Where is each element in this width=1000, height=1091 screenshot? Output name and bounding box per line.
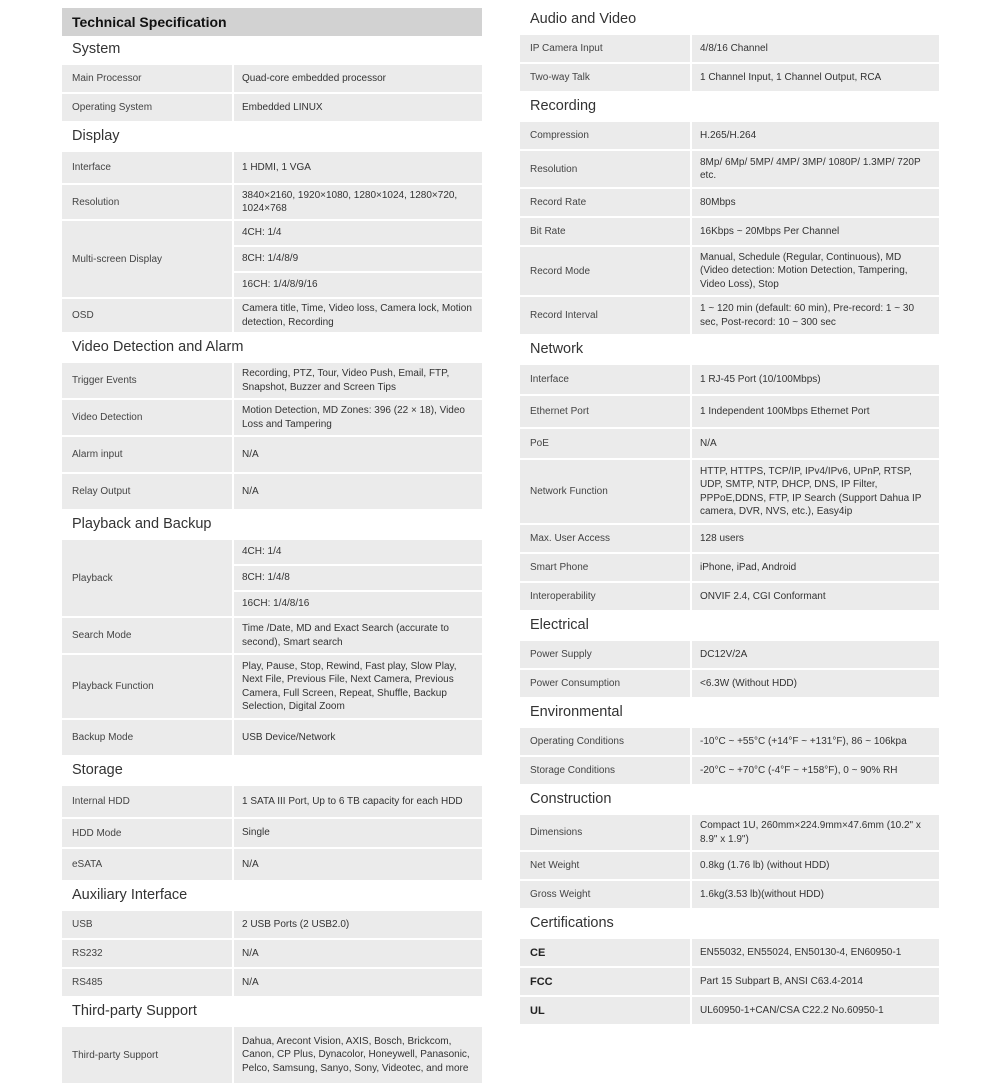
spec-values (234, 786, 482, 817)
spec-values (234, 720, 482, 755)
spec-row (62, 474, 482, 509)
spec-values (692, 997, 939, 1024)
spec-row (62, 969, 482, 996)
spec-label: Playback Function (62, 655, 232, 718)
spec-row (62, 437, 482, 472)
spec-row (62, 1027, 482, 1083)
spec-value: Embedded LINUX (234, 94, 482, 121)
spec-value: 80Mbps (692, 189, 939, 216)
section-recording (520, 93, 939, 334)
spec-values (692, 64, 939, 91)
spec-value: ONVIF 2.4, CGI Conformant (692, 583, 939, 610)
section-audio-and-video (520, 6, 939, 91)
spec-value: Camera title, Time, Video loss, Camera lock, Motion detection, Recording (234, 299, 482, 332)
spec-label: Net Weight (520, 852, 690, 879)
spec-value: 1 HDMI, 1 VGA (234, 152, 482, 183)
spec-values (692, 365, 939, 394)
spec-values (234, 400, 482, 435)
spec-row (62, 786, 482, 817)
spec-value: N/A (234, 474, 482, 509)
spec-row (520, 641, 939, 668)
spec-row (520, 35, 939, 62)
section-auxiliary-interface (62, 882, 482, 996)
spec-label: Storage Conditions (520, 757, 690, 784)
spec-row (520, 460, 939, 523)
spec-label: Resolution (520, 151, 690, 187)
spec-row (520, 297, 939, 334)
section-heading: System (72, 41, 121, 57)
spec-label: Interface (62, 152, 232, 183)
spec-label: Max. User Access (520, 525, 690, 552)
spec-label: Playback (62, 540, 232, 616)
spec-row (520, 583, 939, 610)
spec-row (520, 218, 939, 245)
spec-values (692, 525, 939, 552)
spec-values (692, 35, 939, 62)
spec-row (520, 997, 939, 1024)
spec-label: Gross Weight (520, 881, 690, 908)
right-column (520, 6, 939, 1026)
spec-value: 4/8/16 Channel (692, 35, 939, 62)
spec-value: Part 15 Subpart B, ANSI C63.4-2014 (692, 968, 939, 995)
spec-row (520, 968, 939, 995)
spec-row (62, 655, 482, 718)
spec-value: Manual, Schedule (Regular, Continuous), MD (Video detection: Motion Detection, Tampering, Video Loss), Stop (692, 247, 939, 295)
spec-values (692, 554, 939, 581)
spec-label: Record Interval (520, 297, 690, 334)
section-heading: Environmental (530, 704, 623, 720)
spec-label: HDD Mode (62, 819, 232, 847)
spec-values (692, 151, 939, 187)
spec-value: 1 Independent 100Mbps Ethernet Port (692, 396, 939, 427)
spec-label: RS485 (62, 969, 232, 996)
spec-values (692, 122, 939, 149)
section-heading: Audio and Video (530, 11, 637, 27)
spec-label: FCC (520, 968, 690, 995)
spec-value: 1 SATA III Port, Up to 6 TB capacity for each HDD (234, 786, 482, 817)
section-heading: Recording (530, 98, 597, 114)
spec-row (62, 299, 482, 332)
spec-value: 16Kbps ~ 20Mbps Per Channel (692, 218, 939, 245)
page-title: Technical Specification (62, 8, 482, 36)
spec-values (692, 396, 939, 427)
spec-values (692, 429, 939, 458)
spec-row (62, 185, 482, 219)
spec-values (234, 185, 482, 219)
spec-values (692, 247, 939, 295)
spec-value: N/A (234, 437, 482, 472)
section-video-detection-and-alarm (62, 334, 482, 509)
spec-value: 4CH: 1/4 (234, 221, 482, 245)
spec-row (62, 94, 482, 121)
section-certifications (520, 910, 939, 1024)
spec-values (234, 474, 482, 509)
spec-value: H.265/H.264 (692, 122, 939, 149)
spec-label: Record Rate (520, 189, 690, 216)
spec-values (234, 1027, 482, 1083)
spec-value: Play, Pause, Stop, Rewind, Fast play, Slow Play, Next File, Previous File, Next Camera, Previous Camera, Full Screen, Repeat, Shuffle, Backup Selection, Digital Zoom (234, 655, 482, 718)
left-column (62, 8, 482, 1085)
spec-row (520, 189, 939, 216)
spec-label: Third-party Support (62, 1027, 232, 1083)
spec-row (520, 815, 939, 850)
spec-row (520, 151, 939, 187)
spec-values (692, 968, 939, 995)
spec-value: N/A (234, 969, 482, 996)
spec-values (234, 437, 482, 472)
spec-label: CE (520, 939, 690, 966)
spec-values (692, 189, 939, 216)
spec-row (520, 64, 939, 91)
spec-label: Search Mode (62, 618, 232, 653)
spec-label: PoE (520, 429, 690, 458)
spec-value: Quad-core embedded processor (234, 65, 482, 92)
spec-label: Relay Output (62, 474, 232, 509)
spec-label: UL (520, 997, 690, 1024)
spec-value: 16CH: 1/4/8/16 (234, 592, 482, 616)
section-heading: Network (530, 341, 584, 357)
spec-value: 0.8kg (1.76 lb) (without HDD) (692, 852, 939, 879)
spec-row (62, 618, 482, 653)
spec-row (520, 429, 939, 458)
spec-label: Video Detection (62, 400, 232, 435)
spec-label: Interface (520, 365, 690, 394)
spec-values (234, 618, 482, 653)
spec-values (234, 819, 482, 847)
spec-label: Backup Mode (62, 720, 232, 755)
section-heading: Third-party Support (72, 1003, 197, 1019)
section-electrical (520, 612, 939, 697)
spec-values (692, 218, 939, 245)
spec-value: N/A (234, 940, 482, 967)
section-environmental (520, 699, 939, 784)
spec-value: 3840×2160, 1920×1080, 1280×1024, 1280×720, 1024×768 (234, 185, 482, 219)
spec-label: Resolution (62, 185, 232, 219)
spec-row (62, 65, 482, 92)
section-display (62, 123, 482, 332)
spec-row (62, 221, 482, 297)
spec-label: Main Processor (62, 65, 232, 92)
spec-label: Power Consumption (520, 670, 690, 697)
spec-value: Single (234, 819, 482, 847)
spec-value: Motion Detection, MD Zones: 396 (22 × 18), Video Loss and Tampering (234, 400, 482, 435)
spec-values (692, 670, 939, 697)
spec-value: 1 Channel Input, 1 Channel Output, RCA (692, 64, 939, 91)
spec-value: HTTP, HTTPS, TCP/IP, IPv4/IPv6, UPnP, RTSP, UDP, SMTP, NTP, DHCP, DNS, IP Filter, PPPoE,DDNS, FTP, IP Search (Support Dahua IP camera, DVR, NVS, etc.), Easy4ip (692, 460, 939, 523)
spec-values (692, 728, 939, 755)
spec-label: Dimensions (520, 815, 690, 850)
spec-value: <6.3W (Without HDD) (692, 670, 939, 697)
spec-label: Operating System (62, 94, 232, 121)
section-heading: Construction (530, 791, 612, 807)
spec-row (62, 152, 482, 183)
spec-row (520, 881, 939, 908)
spec-value: Compact 1U, 260mm×224.9mm×47.6mm (10.2" x 8.9" x 1.9") (692, 815, 939, 850)
spec-value: 16CH: 1/4/8/9/16 (234, 273, 482, 297)
spec-values (692, 757, 939, 784)
spec-value: 8CH: 1/4/8 (234, 566, 482, 590)
spec-value: 128 users (692, 525, 939, 552)
spec-values (234, 65, 482, 92)
spec-value: DC12V/2A (692, 641, 939, 668)
spec-value: -10°C ~ +55°C (+14°F ~ +131°F), 86 ~ 106kpa (692, 728, 939, 755)
spec-label: eSATA (62, 849, 232, 880)
section-heading: Video Detection and Alarm (72, 339, 244, 355)
spec-value: UL60950-1+CAN/CSA C22.2 No.60950-1 (692, 997, 939, 1024)
spec-values (234, 299, 482, 332)
spec-values (234, 363, 482, 398)
spec-values (234, 849, 482, 880)
spec-values (692, 815, 939, 850)
spec-row (520, 554, 939, 581)
spec-values (692, 583, 939, 610)
spec-value: 8Mp/ 6Mp/ 5MP/ 4MP/ 3MP/ 1080P/ 1.3MP/ 720P etc. (692, 151, 939, 187)
spec-label: Network Function (520, 460, 690, 523)
spec-row (62, 819, 482, 847)
spec-label: Alarm input (62, 437, 232, 472)
spec-label: USB (62, 911, 232, 938)
spec-label: Multi-screen Display (62, 221, 232, 297)
spec-label: Compression (520, 122, 690, 149)
spec-label: OSD (62, 299, 232, 332)
section-heading: Electrical (530, 617, 589, 633)
spec-row (520, 852, 939, 879)
spec-label: Bit Rate (520, 218, 690, 245)
spec-label: Power Supply (520, 641, 690, 668)
spec-row (62, 911, 482, 938)
spec-value: 4CH: 1/4 (234, 540, 482, 564)
section-heading: Auxiliary Interface (72, 887, 188, 903)
spec-values (234, 969, 482, 996)
section-heading: Display (72, 128, 120, 144)
spec-value: Dahua, Arecont Vision, AXIS, Bosch, Brickcom, Canon, CP Plus, Dynacolor, Honeywell, Panasonic, Pelco, Samsung, Sanyo, Sony, Videotec, and more (234, 1027, 482, 1083)
spec-label: RS232 (62, 940, 232, 967)
spec-row (62, 940, 482, 967)
section-heading: Playback and Backup (72, 516, 212, 532)
spec-row (520, 365, 939, 394)
section-network (520, 336, 939, 610)
section-storage (62, 757, 482, 880)
spec-values (692, 939, 939, 966)
spec-label: Operating Conditions (520, 728, 690, 755)
spec-value: USB Device/Network (234, 720, 482, 755)
spec-row (520, 525, 939, 552)
spec-values (234, 152, 482, 183)
spec-row (520, 396, 939, 427)
spec-label: Smart Phone (520, 554, 690, 581)
spec-row (62, 363, 482, 398)
spec-row (62, 400, 482, 435)
spec-values (234, 940, 482, 967)
spec-values (692, 852, 939, 879)
section-system (62, 36, 482, 121)
spec-values (234, 94, 482, 121)
spec-value: 1 ~ 120 min (default: 60 min), Pre-record: 1 ~ 30 sec, Post-record: 10 ~ 300 sec (692, 297, 939, 334)
spec-value: Time /Date, MD and Exact Search (accurate to second), Smart search (234, 618, 482, 653)
spec-value: EN55032, EN55024, EN50130-4, EN60950-1 (692, 939, 939, 966)
spec-label: Interoperability (520, 583, 690, 610)
spec-values (234, 540, 482, 616)
spec-row (520, 728, 939, 755)
section-third-party-support (62, 998, 482, 1083)
spec-row (520, 757, 939, 784)
spec-label: Internal HDD (62, 786, 232, 817)
spec-value: iPhone, iPad, Android (692, 554, 939, 581)
spec-row (62, 720, 482, 755)
section-heading: Storage (72, 762, 123, 778)
spec-label: Two-way Talk (520, 64, 690, 91)
spec-value: 8CH: 1/4/8/9 (234, 247, 482, 271)
spec-label: Record Mode (520, 247, 690, 295)
spec-values (692, 641, 939, 668)
spec-label: Ethernet Port (520, 396, 690, 427)
spec-values (692, 881, 939, 908)
spec-values (234, 655, 482, 718)
spec-values (692, 460, 939, 523)
spec-row (520, 122, 939, 149)
spec-value: N/A (234, 849, 482, 880)
spec-label: Trigger Events (62, 363, 232, 398)
spec-values (692, 297, 939, 334)
spec-row (62, 849, 482, 880)
section-playback-and-backup (62, 511, 482, 755)
spec-value: 1 RJ-45 Port (10/100Mbps) (692, 365, 939, 394)
spec-value: -20°C ~ +70°C (-4°F ~ +158°F), 0 ~ 90% RH (692, 757, 939, 784)
spec-row (520, 939, 939, 966)
spec-row (520, 247, 939, 295)
spec-label: IP Camera Input (520, 35, 690, 62)
section-heading: Certifications (530, 915, 614, 931)
spec-values (234, 221, 482, 297)
spec-row (62, 540, 482, 616)
section-construction (520, 786, 939, 908)
spec-value: 1.6kg(3.53 lb)(without HDD) (692, 881, 939, 908)
spec-value: N/A (692, 429, 939, 458)
spec-value: Recording, PTZ, Tour, Video Push, Email, FTP, Snapshot, Buzzer and Screen Tips (234, 363, 482, 398)
spec-value: 2 USB Ports (2 USB2.0) (234, 911, 482, 938)
spec-row (520, 670, 939, 697)
spec-values (234, 911, 482, 938)
